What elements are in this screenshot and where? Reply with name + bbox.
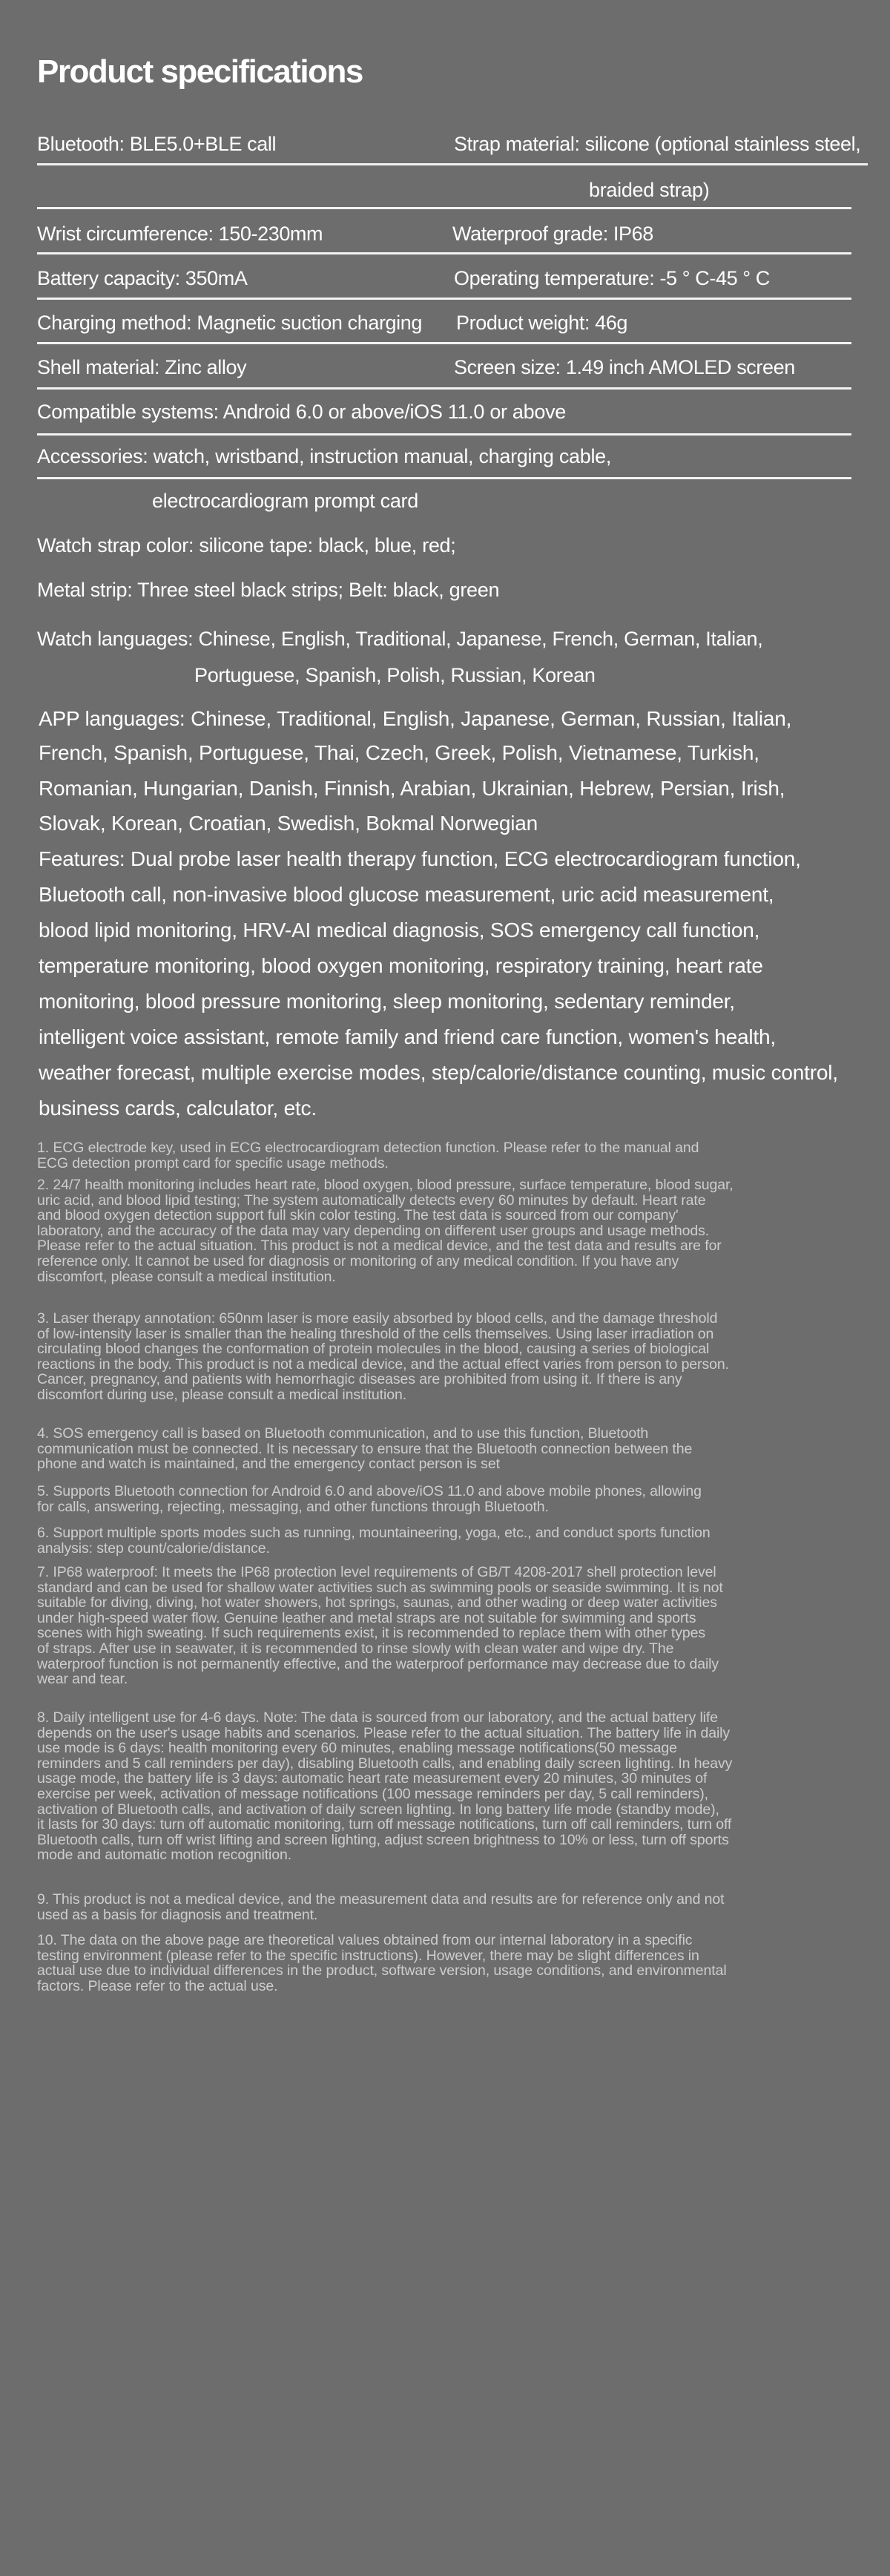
footnote-line: reactions in the body. This product is not a medical device, and the actual effect varies from person to person. — [37, 1356, 729, 1373]
footnote — [37, 1484, 860, 1514]
features-line: business cards, calculator, etc. — [39, 1097, 317, 1120]
spec-battery-capacity: Battery capacity: 350mA — [37, 267, 248, 289]
footnote-line: used as a basis for diagnosis and treatment. — [37, 1906, 318, 1923]
footnote-line: under high-speed water flow. Genuine leather and metal straps are not suitable for swimming and sports — [37, 1609, 696, 1626]
spec-accessories: Accessories: watch, wristband, instruction manual, charging cable, — [37, 445, 612, 467]
row-divider — [37, 252, 851, 254]
spec-product-weight: Product weight: 46g — [456, 312, 628, 334]
spec-metal-strip: Metal strip: Three steel black strips; Belt: black, green — [37, 579, 500, 601]
page-title: Product specifications — [37, 53, 363, 90]
footnote-line: usage mode, the battery life is 3 days: automatic heart rate measurement every 20 minutes, 30 minutes of — [37, 1770, 708, 1787]
footnote-line: uric acid, and blood lipid testing; The system automatically detects every 60 minutes by default. Heart rate — [37, 1192, 706, 1209]
spec-strap-color: Watch strap color: silicone tape: black, blue, red; — [37, 534, 456, 556]
app-languages-line: APP languages: Chinese, Traditional, English, Japanese, German, Russian, Italian, — [39, 707, 792, 730]
footnote-line: communication must be connected. It is necessary to ensure that the Bluetooth connection between the — [37, 1440, 693, 1457]
row-divider — [37, 342, 851, 344]
footnote-line: activation of Bluetooth calls, and activation of daily screen lighting. In long battery life mode (standby mode), — [37, 1801, 719, 1818]
footnote — [37, 1565, 860, 1687]
footnote-line: scenes with high sweating. If such requirements exist, it is recommended to replace them with other types — [37, 1625, 706, 1642]
spec-strap-material: Strap material: silicone (optional stainless steel, — [454, 133, 861, 155]
footnote — [37, 1140, 860, 1171]
spec-accessories-cont: electrocardiogram prompt card — [152, 490, 418, 512]
app-languages-line: Slovak, Korean, Croatian, Swedish, Bokmal Norwegian — [39, 812, 538, 835]
row-divider — [37, 163, 868, 165]
footnote-line: reference only. It cannot be used for diagnosis or monitoring of any medical condition. If you have any — [37, 1252, 679, 1269]
row-divider — [37, 477, 851, 479]
row-divider — [37, 433, 851, 436]
features-line: Bluetooth call, non-invasive blood glucose measurement, uric acid measurement, — [39, 883, 774, 906]
features-line: Features: Dual probe laser health therapy function, ECG electrocardiogram function, — [39, 847, 801, 870]
footnote-line: mode and automatic motion recognition. — [37, 1847, 292, 1864]
footnote-line: 7. IP68 waterproof: It meets the IP68 protection level requirements of GB/T 4208-2017 shell protection level — [37, 1564, 716, 1580]
app-languages-line: French, Spanish, Portuguese, Thai, Czech, Greek, Polish, Vietnamese, Turkish, — [39, 741, 759, 764]
footnote-line: for calls, answering, rejecting, messaging, and other functions through Bluetooth. — [37, 1498, 549, 1515]
footnote-line: 5. Supports Bluetooth connection for Android 6.0 and above/iOS 11.0 and above mobile phones, allowing — [37, 1483, 702, 1499]
footnote — [37, 1311, 860, 1403]
footnote — [37, 1177, 860, 1284]
spec-waterproof-grade: Waterproof grade: IP68 — [452, 223, 653, 245]
spec-watch-languages: Watch languages: Chinese, English, Traditional, Japanese, French, German, Italian, — [37, 628, 763, 650]
footnote-line: Bluetooth calls, turn off wrist lifting and screen lighting, adjust screen brightness to 10% or less, turn off sports — [37, 1831, 729, 1848]
footnote-line: wear and tear. — [37, 1671, 128, 1688]
footnote-line: suitable for diving, diving, hot water showers, hot springs, saunas, and other wading or deep water activities — [37, 1594, 717, 1611]
footnote-line: standard and can be used for shallow water activities such as swimming pools or seaside swimming. It is not — [37, 1579, 723, 1596]
footnote — [37, 1933, 860, 1994]
footnote-line: it lasts for 30 days: turn off automatic monitoring, turn off message notifications, turn off call reminders, turn off — [37, 1816, 732, 1833]
footnote-line: 8. Daily intelligent use for 4-6 days. Note: The data is sourced from our laboratory, and the actual battery life — [37, 1709, 718, 1726]
footnote-line: use mode is 6 days: health monitoring every 60 minutes, enabling message notifications(50 message — [37, 1740, 677, 1757]
footnote-line: 6. Support multiple sports modes such as running, mountaineering, yoga, etc., and conduct sports function — [37, 1525, 711, 1541]
footnote — [37, 1525, 860, 1556]
spec-screen-size: Screen size: 1.49 inch AMOLED screen — [454, 356, 795, 378]
features-line: weather forecast, multiple exercise modes, step/calorie/distance counting, music control, — [39, 1061, 838, 1084]
footnote-line: discomfort during use, please consult a medical institution. — [37, 1386, 407, 1403]
footnote-line: 10. The data on the above page are theoretical values obtained from our internal laboratory in a specific — [37, 1932, 693, 1948]
footnote — [37, 1710, 860, 1863]
spec-strap-material-cont: braided strap) — [589, 179, 710, 201]
features-line: temperature monitoring, blood oxygen monitoring, respiratory training, heart rate — [39, 954, 763, 977]
row-divider — [37, 298, 851, 300]
app-languages-line: Romanian, Hungarian, Danish, Finnish, Arabian, Ukrainian, Hebrew, Persian, Irish, — [39, 777, 785, 800]
footnote-line: testing environment (please refer to the specific instructions). However, there may be slight differences in — [37, 1947, 699, 1964]
footnote-line: of straps. After use in seawater, it is recommended to rinse slowly with clean water and wipe dry. The — [37, 1640, 674, 1657]
footnote — [37, 1426, 860, 1472]
footnote-line: factors. Please refer to the actual use. — [37, 1977, 278, 1994]
footnote-line: waterproof function is not permanently effective, and the waterproof performance may decrease due to daily — [37, 1655, 719, 1672]
spec-watch-languages-cont: Portuguese, Spanish, Polish, Russian, Korean — [194, 664, 596, 686]
footnote-line: Please refer to the actual situation. This product is not a medical device, and the test data and results are for — [37, 1238, 722, 1255]
footnote-line: reminders and 5 call reminders per day), disabling Bluetooth calls, and enabling daily screen lighting. In heavy — [37, 1755, 733, 1772]
footnote-line: ECG detection prompt card for specific usage methods. — [37, 1154, 389, 1172]
footnote-line: 2. 24/7 health monitoring includes heart rate, blood oxygen, blood pressure, surface temperature, blood sugar, — [37, 1177, 734, 1193]
footnote-line: laboratory, and the accuracy of the data may vary depending on different user groups and usage methods. — [37, 1222, 710, 1239]
spec-bluetooth: Bluetooth: BLE5.0+BLE call — [37, 133, 277, 155]
spec-wrist-circumference: Wrist circumference: 150-230mm — [37, 223, 323, 245]
footnote — [37, 1892, 860, 1922]
footnote-line: 4. SOS emergency call is based on Bluetooth communication, and to use this function, Bluetooth — [37, 1425, 649, 1442]
footnote-line: 3. Laser therapy annotation: 650nm laser is more easily absorbed by blood cells, and the damage threshold — [37, 1310, 718, 1327]
spec-compatible-systems: Compatible systems: Android 6.0 or above/iOS 11.0 or above — [37, 401, 566, 423]
footnote-line: exercise per week, activation of message notifications (100 message reminders per day, 5 call reminders), — [37, 1785, 708, 1802]
footnote-line: 9. This product is not a medical device, and the measurement data and results are for reference only and not — [37, 1891, 725, 1908]
row-divider — [37, 387, 851, 390]
footnote-line: and blood oxygen detection support full skin color testing. The test data is sourced from our company' — [37, 1207, 679, 1224]
row-divider — [37, 207, 851, 209]
footnote-line: depends on the user's usage habits and scenarios. Please refer to the actual situation. The battery life in daily — [37, 1724, 731, 1741]
features-line: monitoring, blood pressure monitoring, sleep monitoring, sedentary reminder, — [39, 990, 735, 1013]
spec-charging-method: Charging method: Magnetic suction charging — [37, 312, 423, 334]
features-line: intelligent voice assistant, remote family and friend care function, women's health, — [39, 1025, 776, 1048]
footnote-line: 1. ECG electrode key, used in ECG electrocardiogram detection function. Please refer to the manual and — [37, 1140, 699, 1156]
spec-operating-temperature: Operating temperature: -5 ° C-45 ° C — [454, 267, 770, 289]
footnote-line: actual use due to individual differences in the product, software version, usage conditions, and environmental — [37, 1962, 727, 1979]
footnote-line: analysis: step count/calorie/distance. — [37, 1540, 270, 1557]
footnote-line: discomfort, please consult a medical institution. — [37, 1268, 336, 1285]
footnote-line: phone and watch is maintained, and the emergency contact person is set — [37, 1456, 500, 1473]
footnote-line: of low-intensity laser is smaller than the healing threshold of the cells themselves. Using laser irradiation on — [37, 1325, 714, 1342]
footnote-line: circulating blood changes the conformation of protein molecules in the blood, causing a series of biological — [37, 1341, 710, 1358]
features-line: blood lipid monitoring, HRV-AI medical diagnosis, SOS emergency call function, — [39, 919, 760, 942]
footnote-line: Cancer, pregnancy, and patients with hemorrhagic diseases are prohibited from using it. If there is any — [37, 1371, 682, 1388]
spec-shell-material: Shell material: Zinc alloy — [37, 356, 247, 378]
